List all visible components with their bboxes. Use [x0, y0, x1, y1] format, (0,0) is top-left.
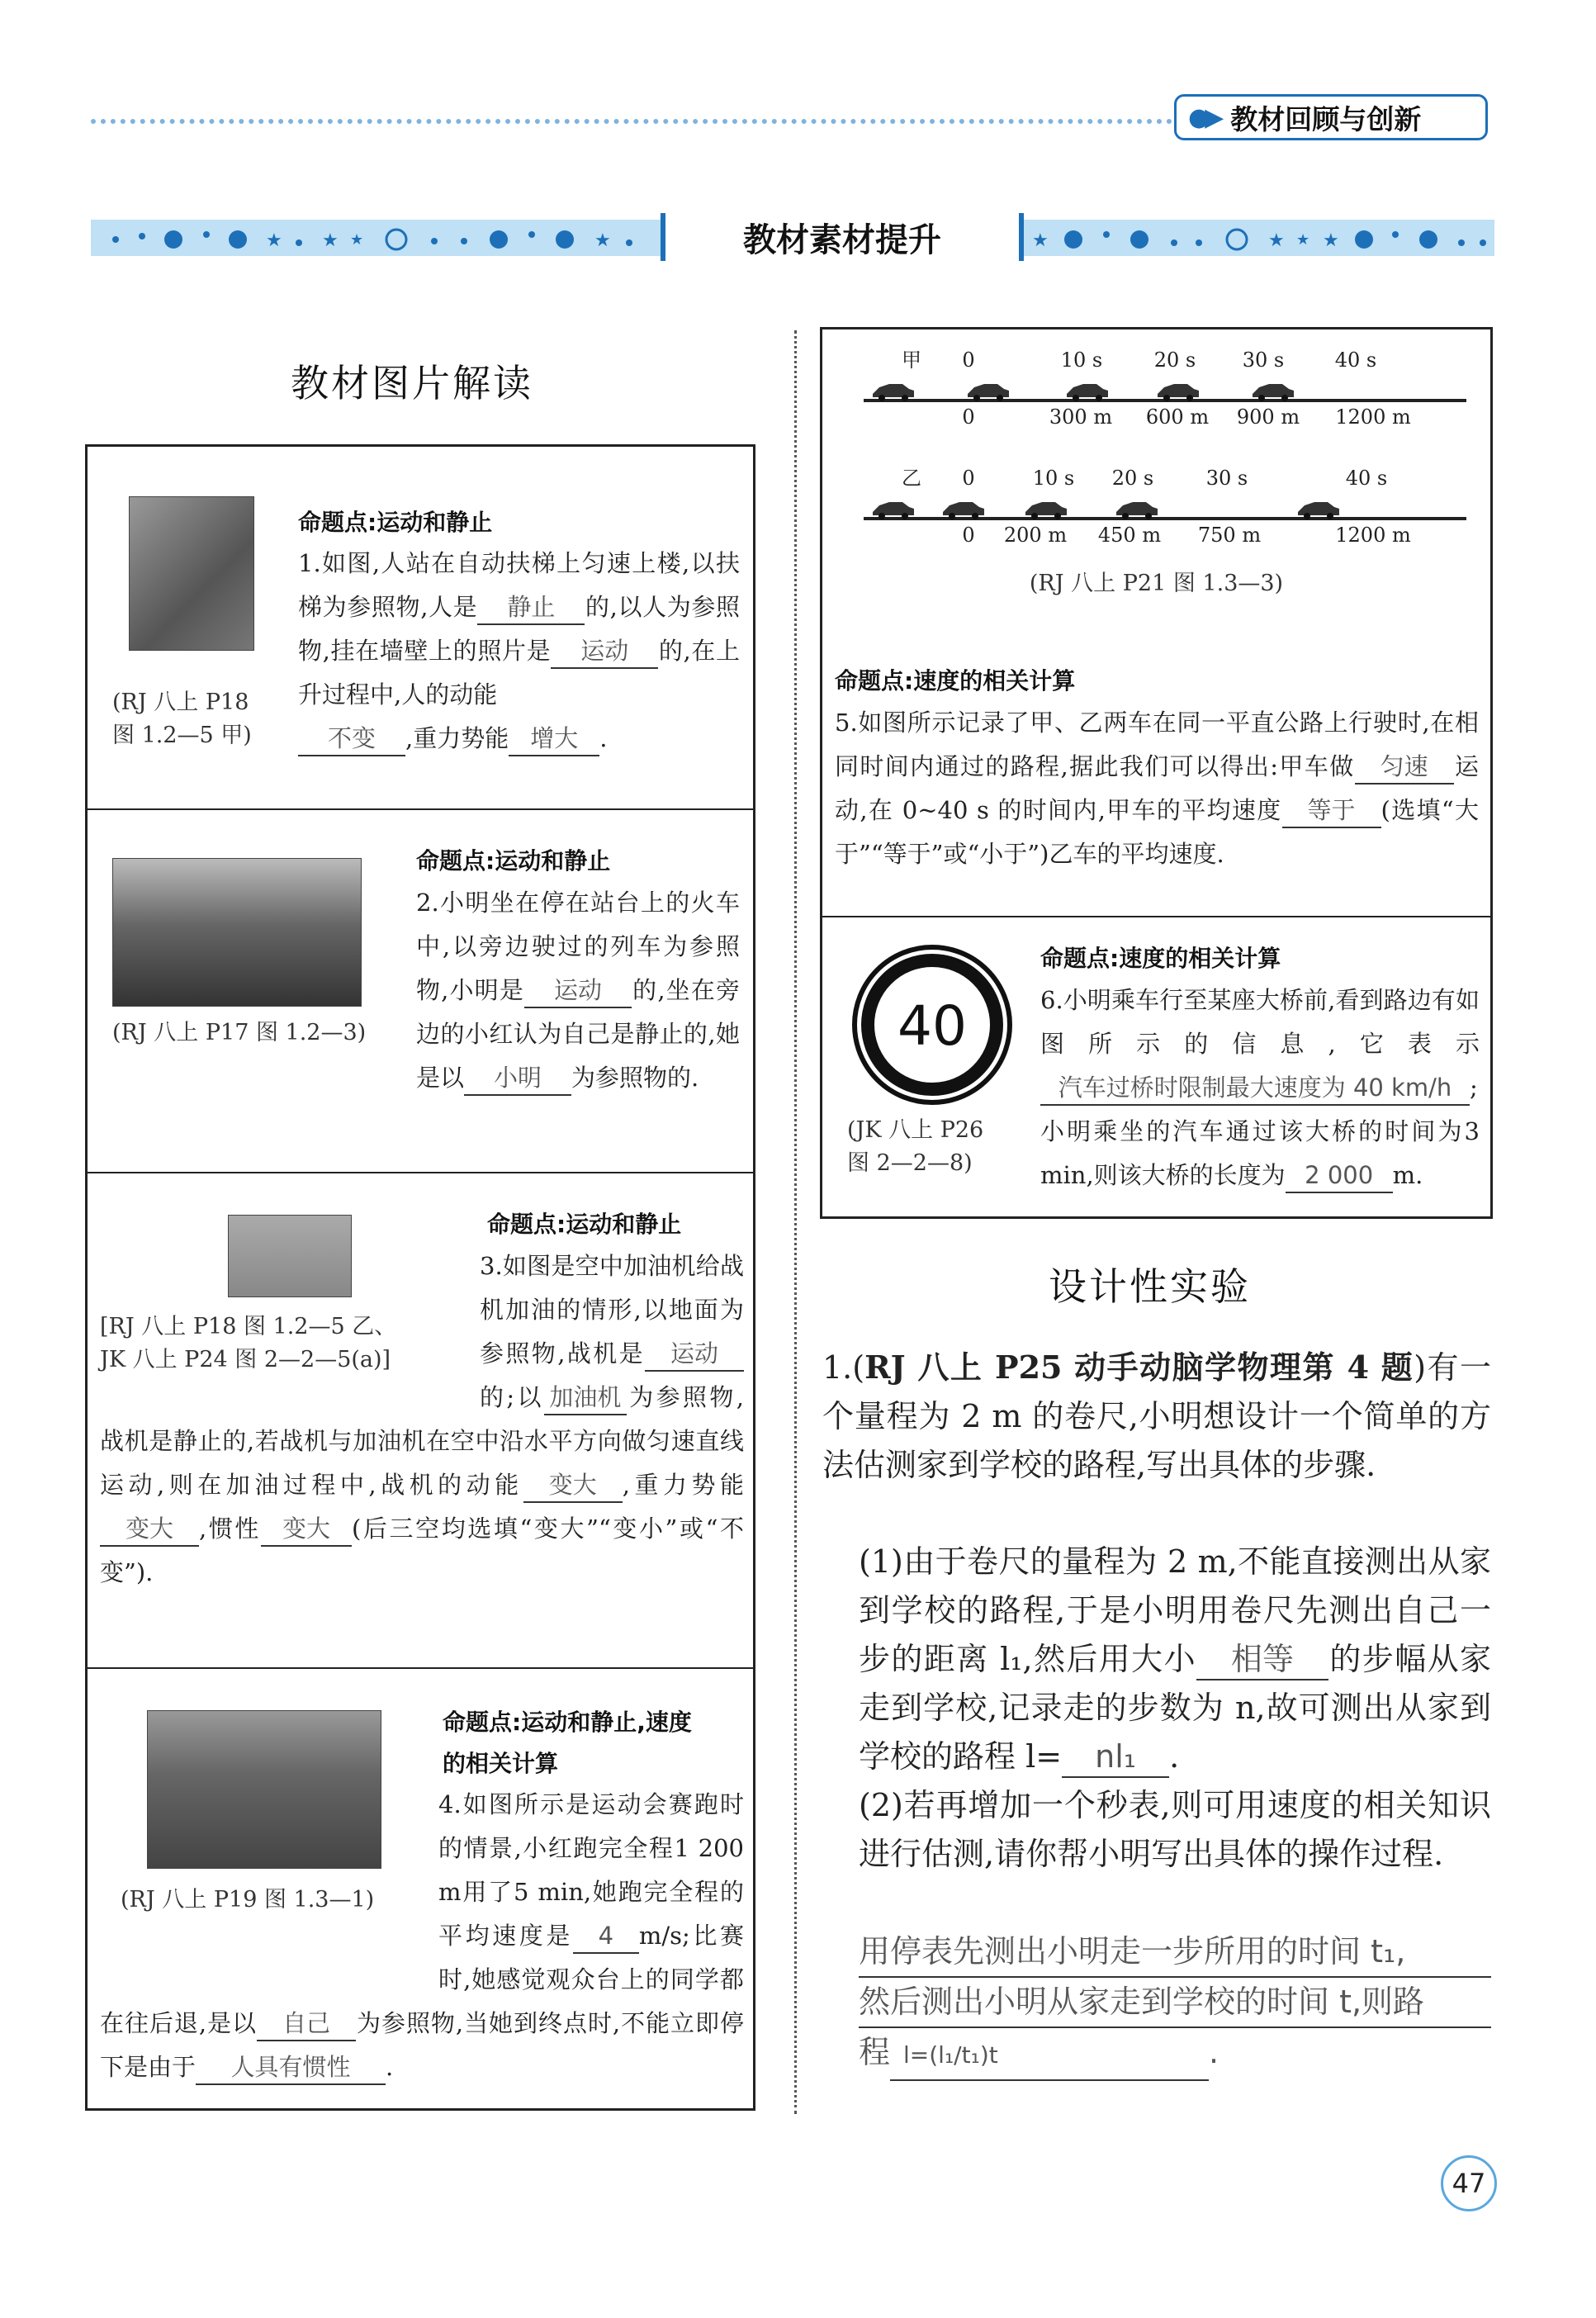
time-label: 30 s [1242, 348, 1285, 372]
q1-caption-line2: 图 1.2—5 甲) [112, 723, 252, 748]
q5-blank-1[interactable]: 匀速 [1355, 750, 1454, 785]
q6-caption [847, 1114, 1037, 1180]
distance-label: 600 m [1145, 405, 1210, 429]
q2-blank-1[interactable]: 运动 [524, 974, 632, 1008]
answer-line-1[interactable]: 用停表先测出小明走一步所用的时间 t₁, [859, 1927, 1491, 1978]
q3-blank-3[interactable]: 变大 [523, 1468, 623, 1503]
distance-label: 1200 m [1335, 405, 1411, 429]
time-label: 20 s [1153, 348, 1196, 372]
left-section-title: 教材图片解读 [291, 361, 533, 405]
q2-caption: (RJ 八上 P17 图 1.2—3) [112, 1020, 367, 1045]
experiment-part-1: (1)由于卷尺的量程为 2 m,不能直接测出从家到学校的路程,于是小明用卷尺先测出自己一步的距离 l₁,然后用大小 相等 的步幅从家走到学校,记录走的步数为 n,故可测出从家到学校的路程 l= nl₁ . [859, 1538, 1491, 1781]
q4-text: 4.如图所示是运动会赛跑时的情景,小红跑完全程1 200 m用了5 min,她跑完全程的平均速度是 4 m/s;比赛时,她感觉观众台上的同学都在往后退,是以 自己 为参照物,当她到终点时,不能立即停下是由于 人具有惯性 . [100, 1783, 744, 2089]
question-1 [88, 447, 753, 810]
q3-blank-4[interactable]: 变大 [100, 1512, 199, 1547]
q4-topic [443, 1702, 692, 1785]
double-chevron-icon: ●▶ [1188, 102, 1219, 132]
time-label: 40 s [1345, 467, 1388, 490]
svg-text:★: ★ [266, 230, 282, 251]
escalator-photo [129, 496, 254, 651]
q3-topic: 命题点:运动和静止 [487, 1211, 682, 1238]
car-icon [943, 502, 984, 519]
banner-dots-left [91, 220, 661, 256]
right-question-box [820, 327, 1493, 1219]
experiment-answer [859, 1927, 1491, 2081]
q2-text-column: 2.小明坐在停在站台上的火车中,以旁边驶过的列车为参照物,小明是 运动 的,坐在旁边的小红认为自己是静止的,她是以 小明 为参照物的. [416, 881, 740, 1100]
question-4 [88, 1667, 753, 2113]
q2-topic: 命题点:运动和静止 [416, 847, 611, 875]
q6-blank-1[interactable]: 汽车过桥时限制最大速度为 40 km/h [1040, 1071, 1470, 1106]
q5-blank-2[interactable]: 等于 [1282, 794, 1381, 828]
header-badge [1174, 94, 1488, 140]
banner-dots-right [1024, 220, 1494, 256]
q4-float-spacer [100, 1783, 438, 2002]
q3-float-spacer [100, 1244, 480, 1420]
speed-limit-sign-icon [850, 942, 1015, 1107]
diagram-row-jia [864, 348, 1466, 429]
q6-topic: 命题点:速度的相关计算 [1040, 945, 1281, 972]
time-label: 40 s [1334, 348, 1377, 372]
train-interior-photo [112, 858, 362, 1007]
diagram-row-yi [864, 467, 1466, 547]
q3-text: 3.如图是空中加油机给战机加油的情形,以地面为参照物,战机是 运动的;以 加油机 为参照物,战机是静止的,若战机与加油机在空中沿水平方向做匀速直线运动,则在加油过程中,战机的动能 变大 ,重力势能变大 ,惯性 变大 (后三空均选填“变大”“变小”或“不变”). [100, 1244, 744, 1595]
banner-strip-right [1024, 220, 1494, 256]
question-6 [822, 916, 1490, 1216]
distance-label: 450 m [1097, 524, 1162, 547]
car-icon [1025, 502, 1067, 519]
svg-text:★: ★ [350, 231, 364, 249]
q5-text: 5.如图所示记录了甲、乙两车在同一平直公路上行驶时,在相同时间内通过的路程,据此我们可以得出:甲车做 匀速 运动,在 0~40 s 的时间内,甲车的平均速度 等于 (选填“大于”“等于”或“小于”)乙车的平均速度. [835, 709, 1479, 868]
q4-topic-line2: 的相关计算 [443, 1750, 559, 1777]
svg-text:★: ★ [1323, 230, 1339, 251]
experiment-source: RJ 八上 P25 动手动脑学物理第 4 题 [864, 1349, 1414, 1386]
q5-topic: 命题点:速度的相关计算 [835, 667, 1076, 694]
q1-blank-3[interactable]: 不变 [298, 722, 405, 756]
right-section-title: 设计性实验 [1049, 1264, 1251, 1309]
time-label: 0 [962, 467, 975, 490]
q1-topic: 命题点:运动和静止 [298, 509, 493, 536]
q4-topic-line1: 命题点:运动和静止,速度 [443, 1709, 692, 1736]
q4-blank-2[interactable]: 自己 [257, 2007, 356, 2041]
answer-line-2[interactable]: 然后测出小明从家走到学校的时间 t,则路 [859, 1978, 1491, 2028]
distance-label: 900 m [1236, 405, 1300, 429]
header-badge-text: 教材回顾与创新 [1230, 102, 1422, 135]
car-icon [873, 502, 914, 519]
time-label: 20 s [1111, 467, 1154, 490]
distance-label: 750 m [1197, 524, 1262, 547]
car-icon [1067, 384, 1108, 401]
answer-line-3[interactable]: 程 l=(l₁/t₁)t . [859, 2028, 1491, 2081]
svg-text:★: ★ [1296, 231, 1310, 249]
car-icon [968, 384, 1009, 401]
header-dotted-rule [91, 119, 1172, 124]
q6-caption-line2: 图 2—2—8) [847, 1150, 973, 1176]
q3-caption-line2: JK 八上 P24 图 2—2—5(a)] [100, 1347, 391, 1372]
time-label: 0 [962, 348, 975, 372]
q1-text: 1.如图,人站在自动扶梯上匀速上楼,以扶梯为参照物,人是 静止 的,以人为参照物,挂在墙壁上的照片是 运动 的,在上升过程中,人的动能 不变 ,重力势能 增大 . [298, 542, 740, 761]
q1-blank-2[interactable]: 运动 [551, 634, 658, 669]
exp-blank-2[interactable]: nl₁ [1062, 1737, 1169, 1778]
q3-blank-2[interactable]: 加油机 [544, 1381, 627, 1415]
experiment-question: 1.(RJ 八上 P25 动手动脑学物理第 4 题)有一个量程为 2 m 的卷尺,小明想设计一个简单的方法估测家到学校的路程,写出具体的步骤. [822, 1349, 1492, 1483]
answer-formula: l=(l₁/t₁)t [890, 2031, 1209, 2081]
svg-text:★: ★ [1032, 230, 1049, 251]
q2-blank-2[interactable]: 小明 [464, 1061, 571, 1096]
q3-blank-1[interactable]: 运动 [645, 1337, 744, 1372]
distance-label: 1200 m [1335, 524, 1411, 547]
svg-text:乙: 乙 [902, 467, 921, 490]
q4-blank-3[interactable]: 人具有惯性 [196, 2050, 386, 2085]
distance-label: 0 [962, 405, 975, 429]
time-label: 10 s [1032, 467, 1075, 490]
distance-label: 200 m [1003, 524, 1068, 547]
q6-blank-2[interactable]: 2 000 [1286, 1159, 1393, 1193]
distance-label: 0 [962, 524, 975, 547]
q6-caption-line1: (JK 八上 P26 [847, 1117, 984, 1143]
time-label: 10 s [1060, 348, 1103, 372]
question-5 [822, 329, 1490, 917]
q3-caption-line1: [RJ 八上 P18 图 1.2—5 乙、 [100, 1314, 397, 1339]
column-separator [794, 330, 797, 2114]
exp-blank-1[interactable]: 相等 [1196, 1639, 1328, 1680]
q4-blank-1[interactable]: 4 [573, 1919, 639, 1954]
svg-text:★: ★ [594, 230, 611, 251]
section-banner [91, 213, 1494, 261]
q3-blank-5[interactable]: 变大 [261, 1512, 352, 1547]
time-label: 30 s [1205, 467, 1248, 490]
car-icon [1158, 384, 1199, 401]
banner-strip-left [91, 220, 661, 256]
svg-text:甲: 甲 [902, 348, 921, 372]
car-icon [1253, 384, 1294, 401]
distance-label: 300 m [1049, 405, 1113, 429]
svg-text:★: ★ [1268, 230, 1285, 251]
svg-text:★: ★ [322, 230, 339, 251]
q4-caption: (RJ 八上 P19 图 1.3—1) [121, 1887, 375, 1913]
banner-title: 教材素材提升 [661, 213, 1024, 261]
question-3 [88, 1172, 753, 1669]
q1-blank-1[interactable]: 静止 [477, 590, 585, 625]
question-2 [88, 808, 753, 1173]
left-question-box [85, 444, 755, 2111]
car-icon [1298, 502, 1339, 519]
car-icon [873, 384, 914, 401]
q1-caption-line1: (RJ 八上 P18 [112, 690, 249, 715]
q1-caption [112, 686, 302, 752]
experiment-part-2: (2)若再增加一个秒表,则可用速度的相关知识进行估测,请你帮小明写出具体的操作过程. [859, 1787, 1491, 1872]
q5-caption: (RJ 八上 P21 图 1.3—3) [1029, 571, 1284, 596]
q6-text: 6.小明乘车行至某座大桥前,看到路边有如图所示的信息,它表示汽车过桥时限制最大速度为 40 km/h ;小明乘坐的汽车通过该大桥的时间为3 min,则该大桥的长度为 2 000 m. [1040, 979, 1480, 1197]
page-number: 47 [1441, 2155, 1497, 2211]
car-icon [1116, 502, 1158, 519]
speed-limit-value: 40 [897, 994, 967, 1058]
q1-blank-4[interactable]: 增大 [509, 722, 599, 756]
